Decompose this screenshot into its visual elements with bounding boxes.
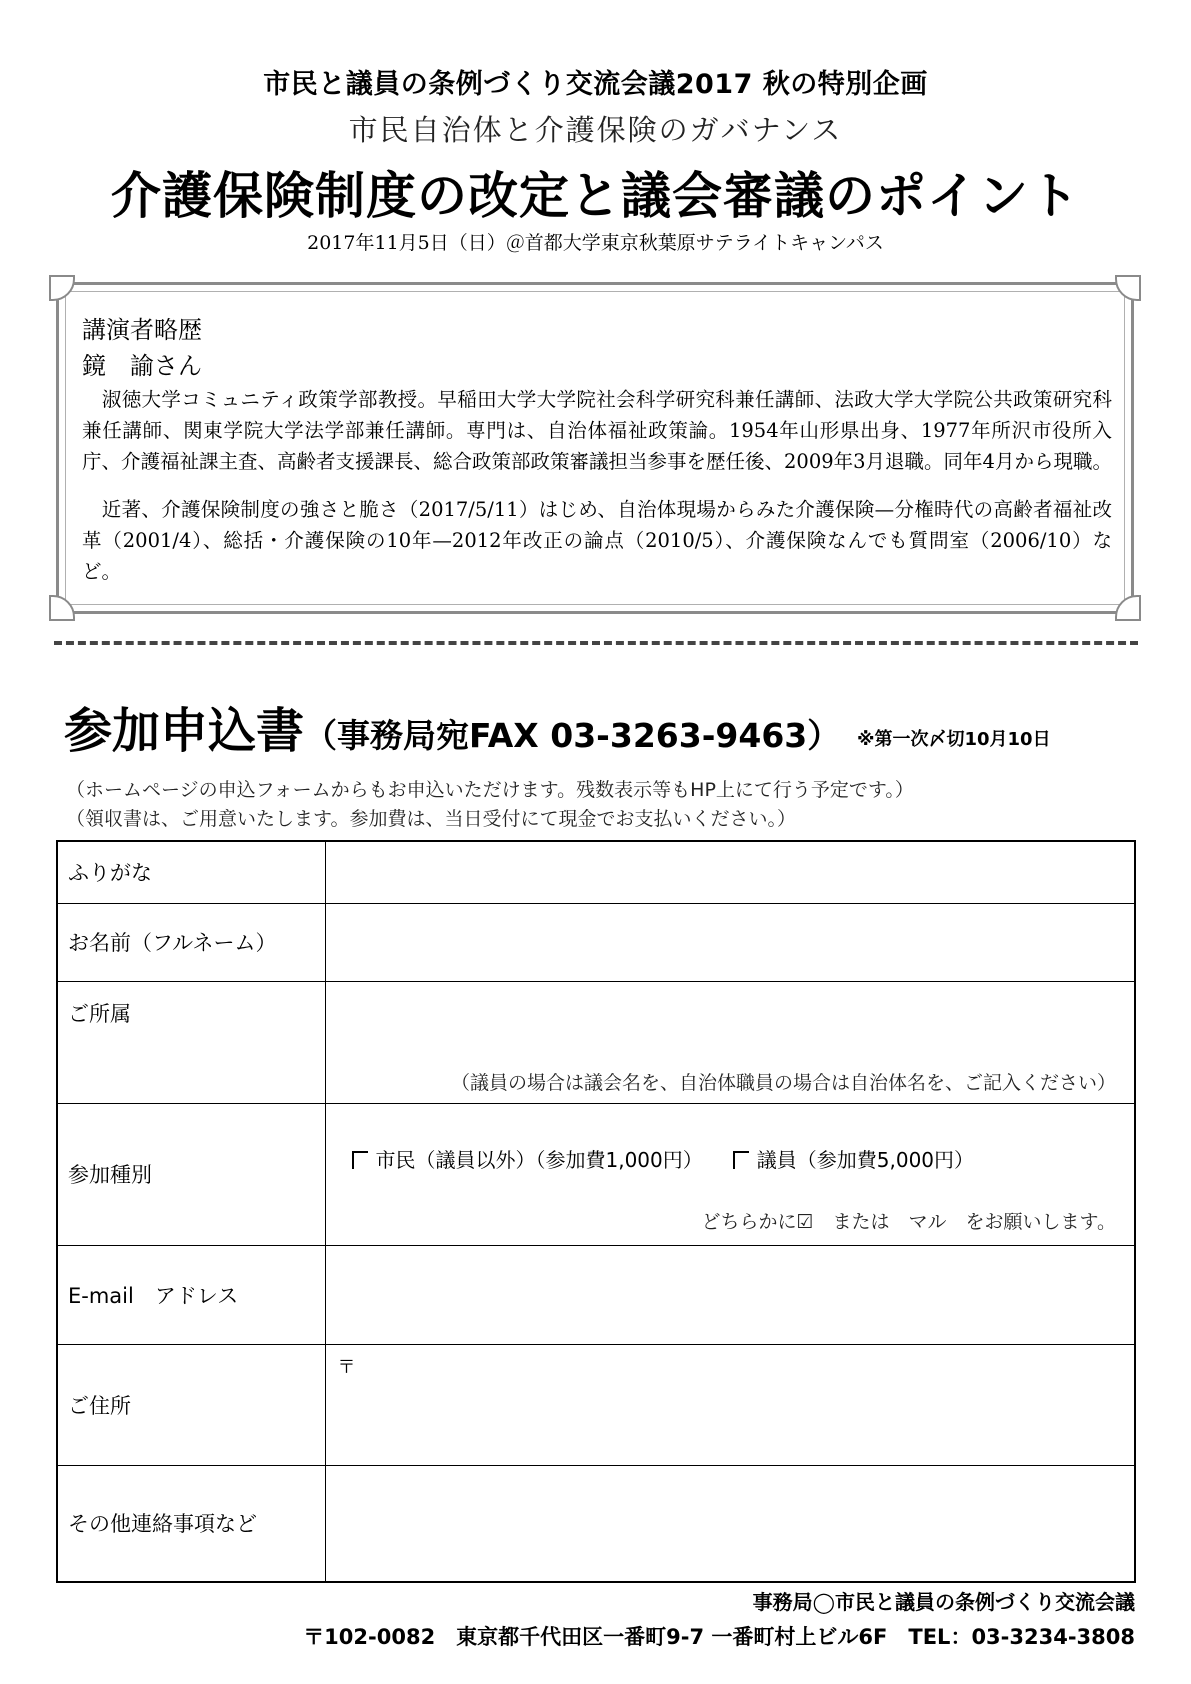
- form-note: （ホームページの申込フォームからもお申込いただけます。残数表示等もHP上にて行う予定です。）: [66, 779, 914, 801]
- category-label: 参加種別: [57, 1103, 325, 1245]
- email-label: E-mail アドレス: [57, 1245, 325, 1344]
- furigana-label: ふりがな: [57, 841, 325, 903]
- other-label: その他連絡事項など: [57, 1465, 325, 1582]
- table-row: [57, 903, 1135, 981]
- speaker-name: 鏡 諭さん: [82, 352, 202, 380]
- deadline-note: ※第一次〆切10月10日: [856, 729, 1051, 750]
- table-row: [57, 1245, 1135, 1344]
- page-title: 介護保険制度の改定と議会審議のポイント: [111, 167, 1080, 225]
- instruction-text: どちらかに: [701, 1210, 797, 1233]
- cut-line-divider: [54, 641, 1138, 645]
- email-field[interactable]: [325, 1245, 1135, 1344]
- affiliation-field[interactable]: [325, 981, 1135, 1103]
- office-address: 〒102-0082 東京都千代田区一番町9-7 一番町村上ビル6F TEL：03-3234-3808: [303, 1625, 1135, 1649]
- affiliation-label: ご所属: [57, 981, 325, 1103]
- check-mark-icon: ☑: [796, 1210, 814, 1233]
- category-options: [352, 1144, 975, 1173]
- table-row: [57, 1465, 1135, 1582]
- bio-paragraph: 淑徳大学コミュニティ政策学部教授。早稲田大学大学院社会科学研究科兼任講師、法政大学大学院公共政策研究科兼任講師、関東学院大学法学部兼任講師。専門は、自治体福祉政策論。1954年山形県出身、1977年所沢市役所入庁、介護福祉課主査、高齢者支援課長、総合政策部政策審議担当参事を歴任後、2009年3月退職。同年4月から現職。: [82, 388, 1112, 473]
- address-label: ご住所: [57, 1344, 325, 1465]
- form-title-line: [64, 692, 1051, 761]
- other-field[interactable]: [325, 1465, 1135, 1582]
- address-field[interactable]: [325, 1344, 1135, 1465]
- member-option-label: 議員（参加費5,000円）: [756, 1147, 975, 1172]
- affiliation-instruction: （議員の場合は議会名を、自治体職員の場合は自治体名を、ご記入ください）: [450, 1071, 1116, 1094]
- table-row: [57, 1103, 1135, 1245]
- office-name: 事務局◯市民と議員の条例づくり交流会議: [752, 1590, 1135, 1614]
- form-note: （領収書は、ご用意いたします。参加費は、当日受付にて現金でお支払いください。）: [66, 808, 796, 830]
- furigana-field[interactable]: [325, 841, 1135, 903]
- name-field[interactable]: [325, 903, 1135, 981]
- name-label: お名前（フルネーム）: [57, 903, 325, 981]
- bio-paragraph: 近著、介護保険制度の強さと脆さ（2017/5/11）はじめ、自治体現場からみた介護保険—分権時代の高齢者福祉改革（2001/4）、総括・介護保険の10年—2012年改正の論点（2010/5）、介護保険なんでも質問室（2006/10）など。: [82, 498, 1112, 583]
- member-checkbox[interactable]: [733, 1151, 749, 1169]
- event-subtitle: 市民自治体と介護保険のガバナンス: [348, 113, 843, 147]
- table-row: [57, 981, 1135, 1103]
- category-instruction: [701, 1207, 1116, 1234]
- citizen-checkbox[interactable]: [352, 1151, 368, 1169]
- application-form-table: [56, 840, 1136, 1583]
- event-date-venue: 2017年11月5日（日）＠首都大学東京秋葉原サテライトキャンパス: [307, 232, 884, 254]
- citizen-option-label: 市民（議員以外）（参加費1,000円）: [375, 1147, 703, 1172]
- table-row: [57, 1344, 1135, 1465]
- instruction-text: または マル をお願いします。: [813, 1210, 1116, 1233]
- form-title: 参加申込書: [64, 703, 305, 759]
- fax-number: （事務局宛FAX 03-3263-9463）: [304, 716, 841, 755]
- category-field: [325, 1103, 1135, 1245]
- postal-mark-icon: 〒: [337, 1356, 356, 1378]
- table-row: [57, 841, 1135, 903]
- event-series-title: 市民と議員の条例づくり交流会議2017 秋の特別企画: [263, 69, 928, 100]
- bio-heading: 講演者略歴: [82, 316, 202, 344]
